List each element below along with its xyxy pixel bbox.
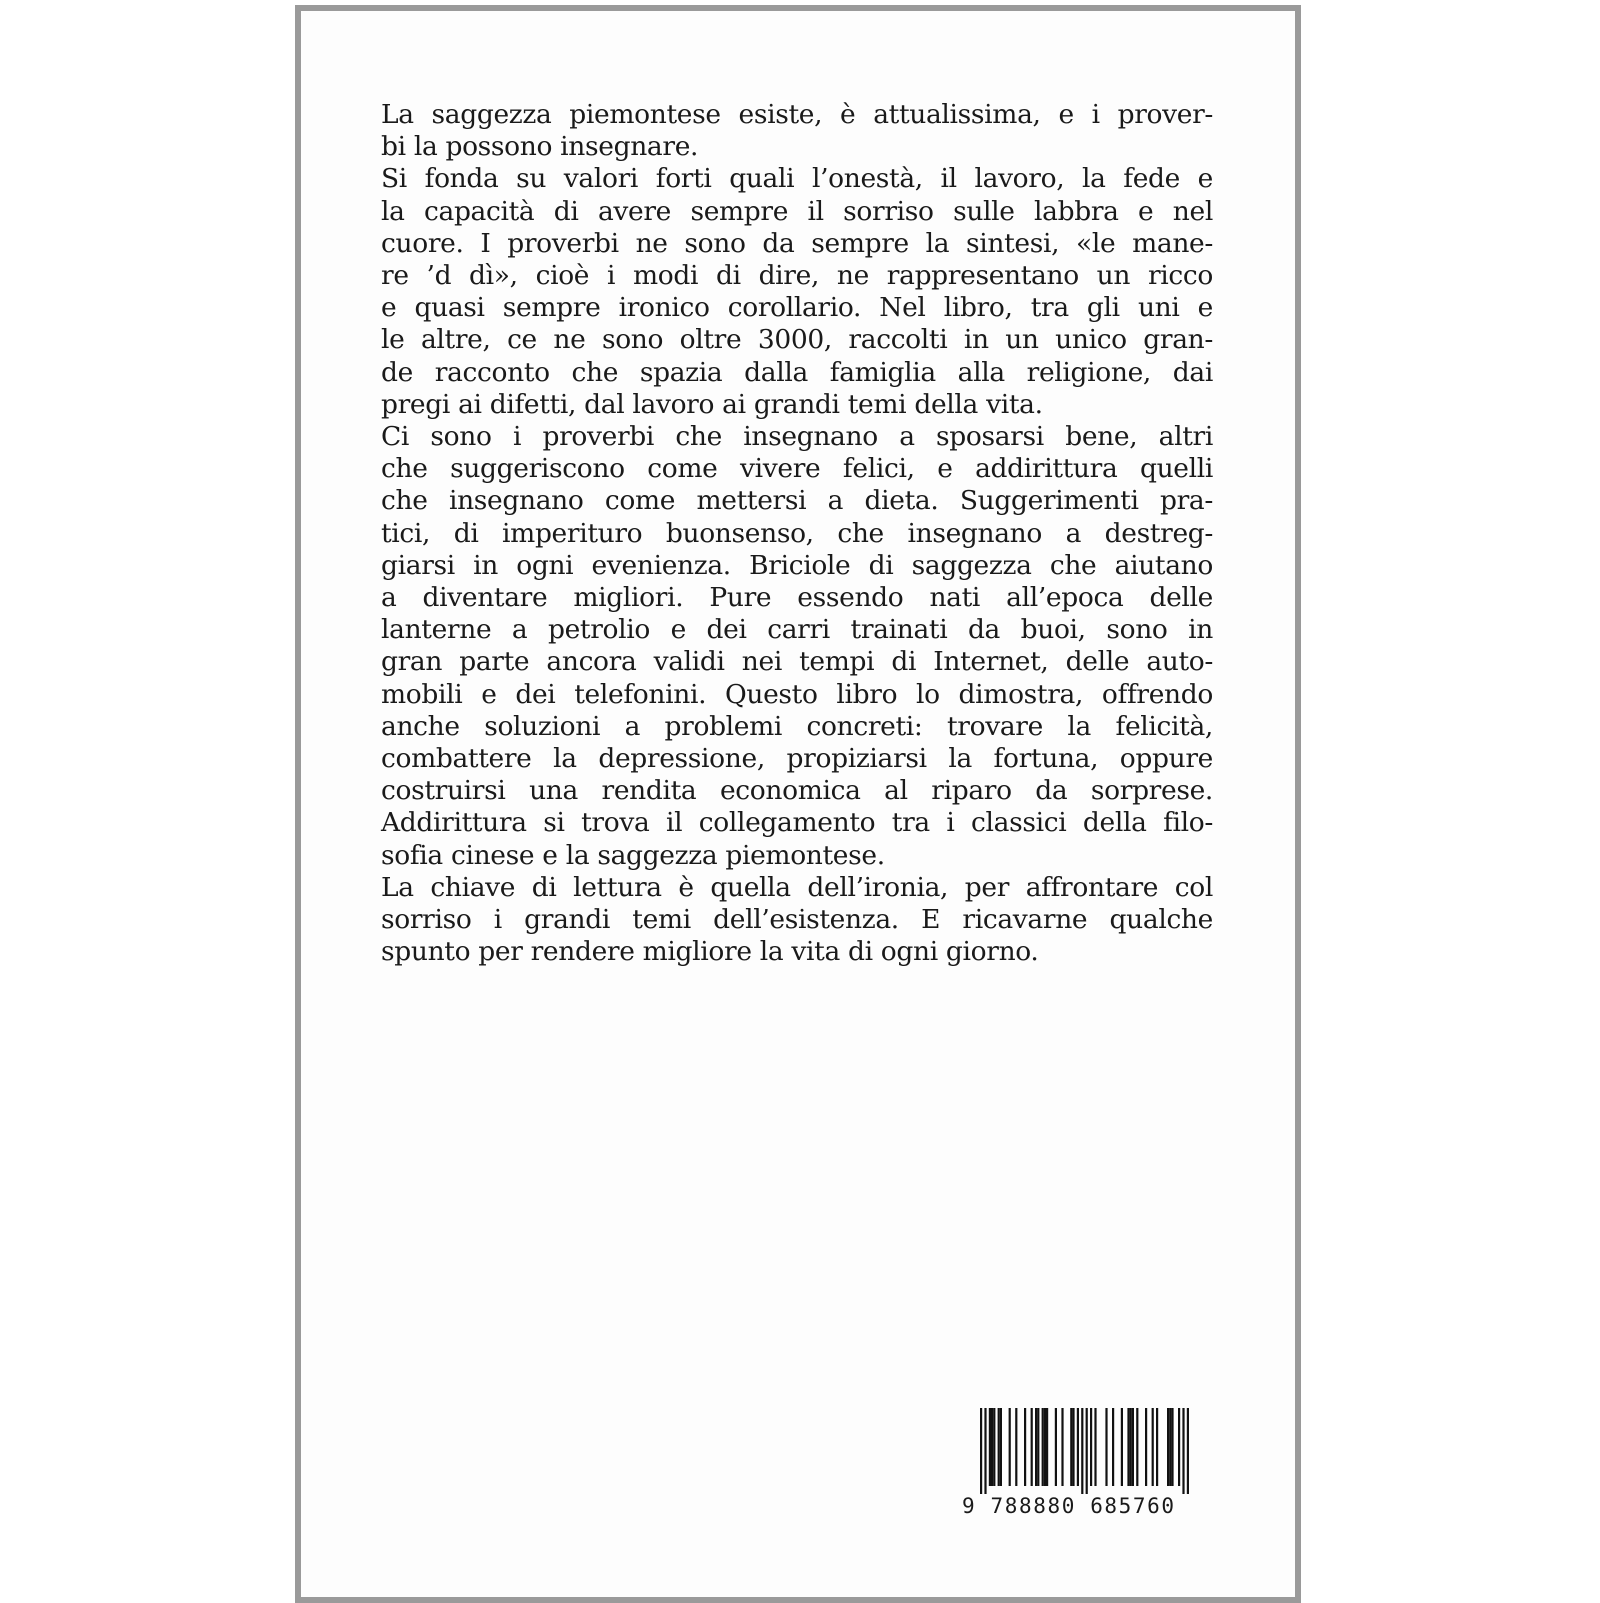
barcode-bar xyxy=(1127,1408,1129,1486)
barcode-bar xyxy=(1156,1408,1158,1486)
blurb-line: lanterne a petrolio e dei carri trainati da buoi, sono in xyxy=(381,614,1213,646)
book-back-cover xyxy=(295,5,1301,1603)
barcode-bar xyxy=(1132,1408,1134,1486)
barcode-bar xyxy=(1072,1408,1074,1486)
barcode-bar xyxy=(1044,1408,1046,1486)
barcode-bar xyxy=(1024,1408,1026,1486)
blurb-line: Si fonda su valori forti quali l’onestà, il lavoro, la fede e xyxy=(381,163,1213,195)
barcode-bar xyxy=(980,1408,982,1494)
blurb-line: spunto per rendere migliore la vita di ogni giorno. xyxy=(381,936,1039,968)
blurb-line: sorriso i grandi temi dell’esistenza. E ricavarne qualche xyxy=(381,904,1213,936)
barcode-bar xyxy=(1187,1408,1189,1494)
barcode-bar xyxy=(998,1408,1000,1486)
barcode-bar xyxy=(1000,1408,1002,1486)
barcode-bar xyxy=(993,1408,995,1486)
blurb-line: e quasi sempre ironico corollario. Nel libro, tra gli uni e xyxy=(381,292,1213,324)
barcode-bar xyxy=(1090,1408,1092,1486)
blurb-line: mobili e dei telefonini. Questo libro lo dimostra, offrendo xyxy=(381,678,1213,710)
barcode-bar xyxy=(1178,1408,1180,1486)
isbn-barcode xyxy=(962,1408,1212,1518)
barcode-bar xyxy=(1081,1408,1083,1494)
blurb-line: cuore. I proverbi ne sono da sempre la sintesi, «le mane- xyxy=(381,227,1213,259)
barcode-bars xyxy=(962,1408,1212,1494)
blurb-line: bi la possono insegnare. xyxy=(381,131,699,163)
blurb-line: La saggezza piemontese esiste, è attualissima, e i prover- xyxy=(381,99,1213,130)
blurb-line: a diventare migliori. Pure essendo nati all’epoca delle xyxy=(381,582,1213,614)
barcode-bar xyxy=(1086,1408,1088,1494)
blurb-line: pregi ai difetti, dal lavoro ai grandi temi della vita. xyxy=(381,388,1043,420)
barcode-bar xyxy=(1046,1408,1048,1486)
blurb-text xyxy=(381,99,1213,968)
barcode-bar xyxy=(1169,1408,1171,1486)
barcode-bar xyxy=(1031,1408,1033,1486)
barcode-bar xyxy=(1105,1408,1107,1486)
blurb-line: la capacità di avere sempre il sorriso sulle labbra e nel xyxy=(381,195,1213,227)
barcode-bar xyxy=(1070,1408,1072,1486)
barcode-bar xyxy=(991,1408,993,1486)
barcode-bar xyxy=(1037,1408,1039,1486)
blurb-line: costruirsi una rendita economica al riparo da sorprese. xyxy=(381,775,1213,807)
blurb-line: che insegnano come mettersi a dieta. Suggerimenti pra- xyxy=(381,485,1213,517)
blurb-line: La chiave di lettura è quella dell’ironia, per affrontare col xyxy=(381,871,1213,903)
barcode-bar xyxy=(989,1408,991,1486)
barcode-bar xyxy=(1035,1408,1037,1486)
barcode-bar xyxy=(1094,1408,1096,1486)
barcode-bar xyxy=(1077,1408,1079,1486)
blurb-line: de racconto che spazia dalla famiglia alla religione, dai xyxy=(381,356,1213,388)
blurb-line: combattere la depressione, propiziarsi la fortuna, oppure xyxy=(381,743,1213,775)
blurb-line: sofia cinese e la saggezza piemontese. xyxy=(381,839,885,871)
blurb-line: gran parte ancora validi nei tempi di Internet, delle auto- xyxy=(381,646,1213,678)
barcode-bar xyxy=(1061,1408,1063,1486)
blurb-line: che suggeriscono come vivere felici, e addirittura quelli xyxy=(381,453,1213,485)
blurb-line: giarsi in ogni evenienza. Briciole di saggezza che aiutano xyxy=(381,549,1213,581)
barcode-bar xyxy=(1136,1408,1138,1486)
blurb-line: le altre, ce ne sono oltre 3000, raccolti in un unico gran- xyxy=(381,324,1213,356)
barcode-bar xyxy=(1042,1408,1044,1486)
blurb-line: re ’d dì», cioè i modi di dire, ne rappresentano un ricco xyxy=(381,260,1213,292)
blurb-line: anche soluzioni a problemi concreti: trovare la felicità, xyxy=(381,710,1213,742)
blurb-line: tici, di imperituro buonsenso, che insegnano a destreg- xyxy=(381,517,1213,549)
barcode-bar xyxy=(1009,1408,1011,1486)
barcode-bar xyxy=(1145,1408,1147,1486)
blurb-line: Ci sono i proverbi che insegnano a sposarsi bene, altri xyxy=(381,421,1213,453)
blurb-line: Addirittura si trova il collegamento tra i classici della filo- xyxy=(381,807,1213,839)
barcode-bar xyxy=(1152,1408,1154,1486)
barcode-bar xyxy=(984,1408,986,1494)
barcode-bar xyxy=(1112,1408,1114,1486)
barcode-bar xyxy=(1015,1408,1017,1486)
barcode-bar xyxy=(1121,1408,1123,1486)
barcode-bar xyxy=(1055,1408,1057,1486)
barcode-bar xyxy=(1171,1408,1173,1486)
barcode-bar xyxy=(1130,1408,1132,1486)
barcode-bar xyxy=(1182,1408,1184,1494)
barcode-digits: 9 788880 685760 xyxy=(962,1494,1176,1518)
barcode-bar xyxy=(1167,1408,1169,1486)
